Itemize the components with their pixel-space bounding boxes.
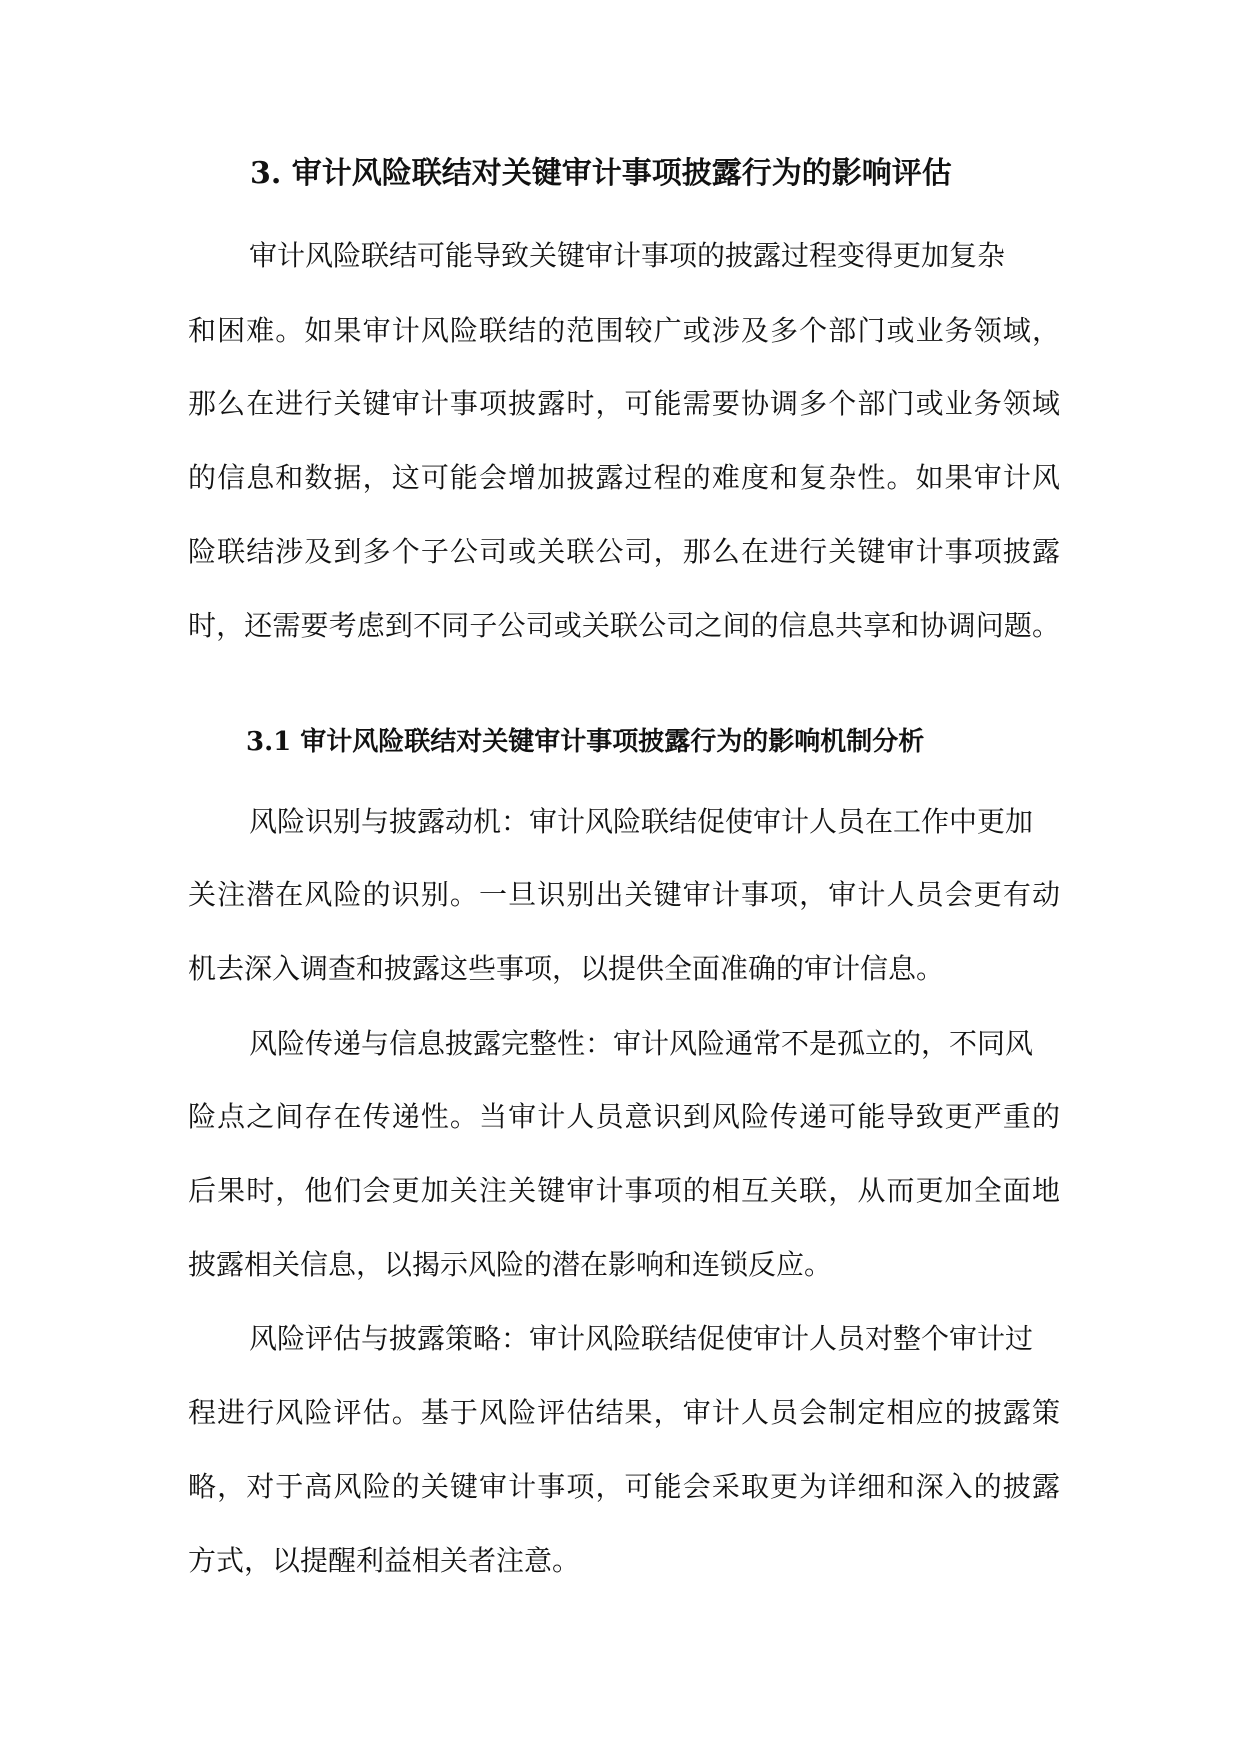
- paragraph-line: 方式，以提醒利益相关者注意。: [188, 1544, 581, 1577]
- paragraph-line: 的信息和数据，这可能会增加披露过程的难度和复杂性。如果审计风: [188, 461, 1060, 494]
- paragraph-line: 关注潜在风险的识别。一旦识别出关键审计事项，审计人员会更有动: [188, 878, 1060, 911]
- paragraph-line: 时，还需要考虑到不同子公司或关联公司之间的信息共享和协调问题。: [188, 609, 1060, 642]
- paragraph-line: 和困难。如果审计风险联结的范围较广或涉及多个部门或业务领域，: [188, 314, 1060, 347]
- paragraph-line: 险点之间存在传递性。当审计人员意识到风险传递可能导致更严重的: [188, 1100, 1060, 1133]
- paragraph-line: 程进行风险评估。基于风险评估结果，审计人员会制定相应的披露策: [188, 1396, 1060, 1429]
- paragraph-line: 那么在进行关键审计事项披露时，可能需要协调多个部门或业务领域: [188, 387, 1060, 420]
- paragraph-line: 略，对于高风险的关键审计事项，可能会采取更为详细和深入的披露: [188, 1470, 1060, 1503]
- paragraph-line: 披露相关信息，以揭示风险的潜在影响和连锁反应。: [188, 1248, 833, 1281]
- section-heading: 3. 审计风险联结对关键审计事项披露行为的影响评估: [250, 156, 952, 191]
- subsection-heading: 3.1 审计风险联结对关键审计事项披露行为的影响机制分析: [246, 727, 925, 757]
- paragraph-line: 险联结涉及到多个子公司或关联公司，那么在进行关键审计事项披露: [188, 535, 1060, 568]
- paragraph-line: 风险传递与信息披露完整性：审计风险通常不是孤立的，不同风: [249, 1027, 1034, 1060]
- paragraph-line: 后果时，他们会更加关注关键审计事项的相互关联，从而更加全面地: [188, 1174, 1060, 1207]
- paragraph-line: 机去深入调查和披露这些事项，以提供全面准确的审计信息。: [188, 952, 945, 985]
- paragraph-line: 风险识别与披露动机：审计风险联结促使审计人员在工作中更加: [249, 805, 1034, 838]
- paragraph-line: 审计风险联结可能导致关键审计事项的披露过程变得更加复杂: [249, 239, 1006, 272]
- paragraph-line: 风险评估与披露策略：审计风险联结促使审计人员对整个审计过: [249, 1322, 1034, 1355]
